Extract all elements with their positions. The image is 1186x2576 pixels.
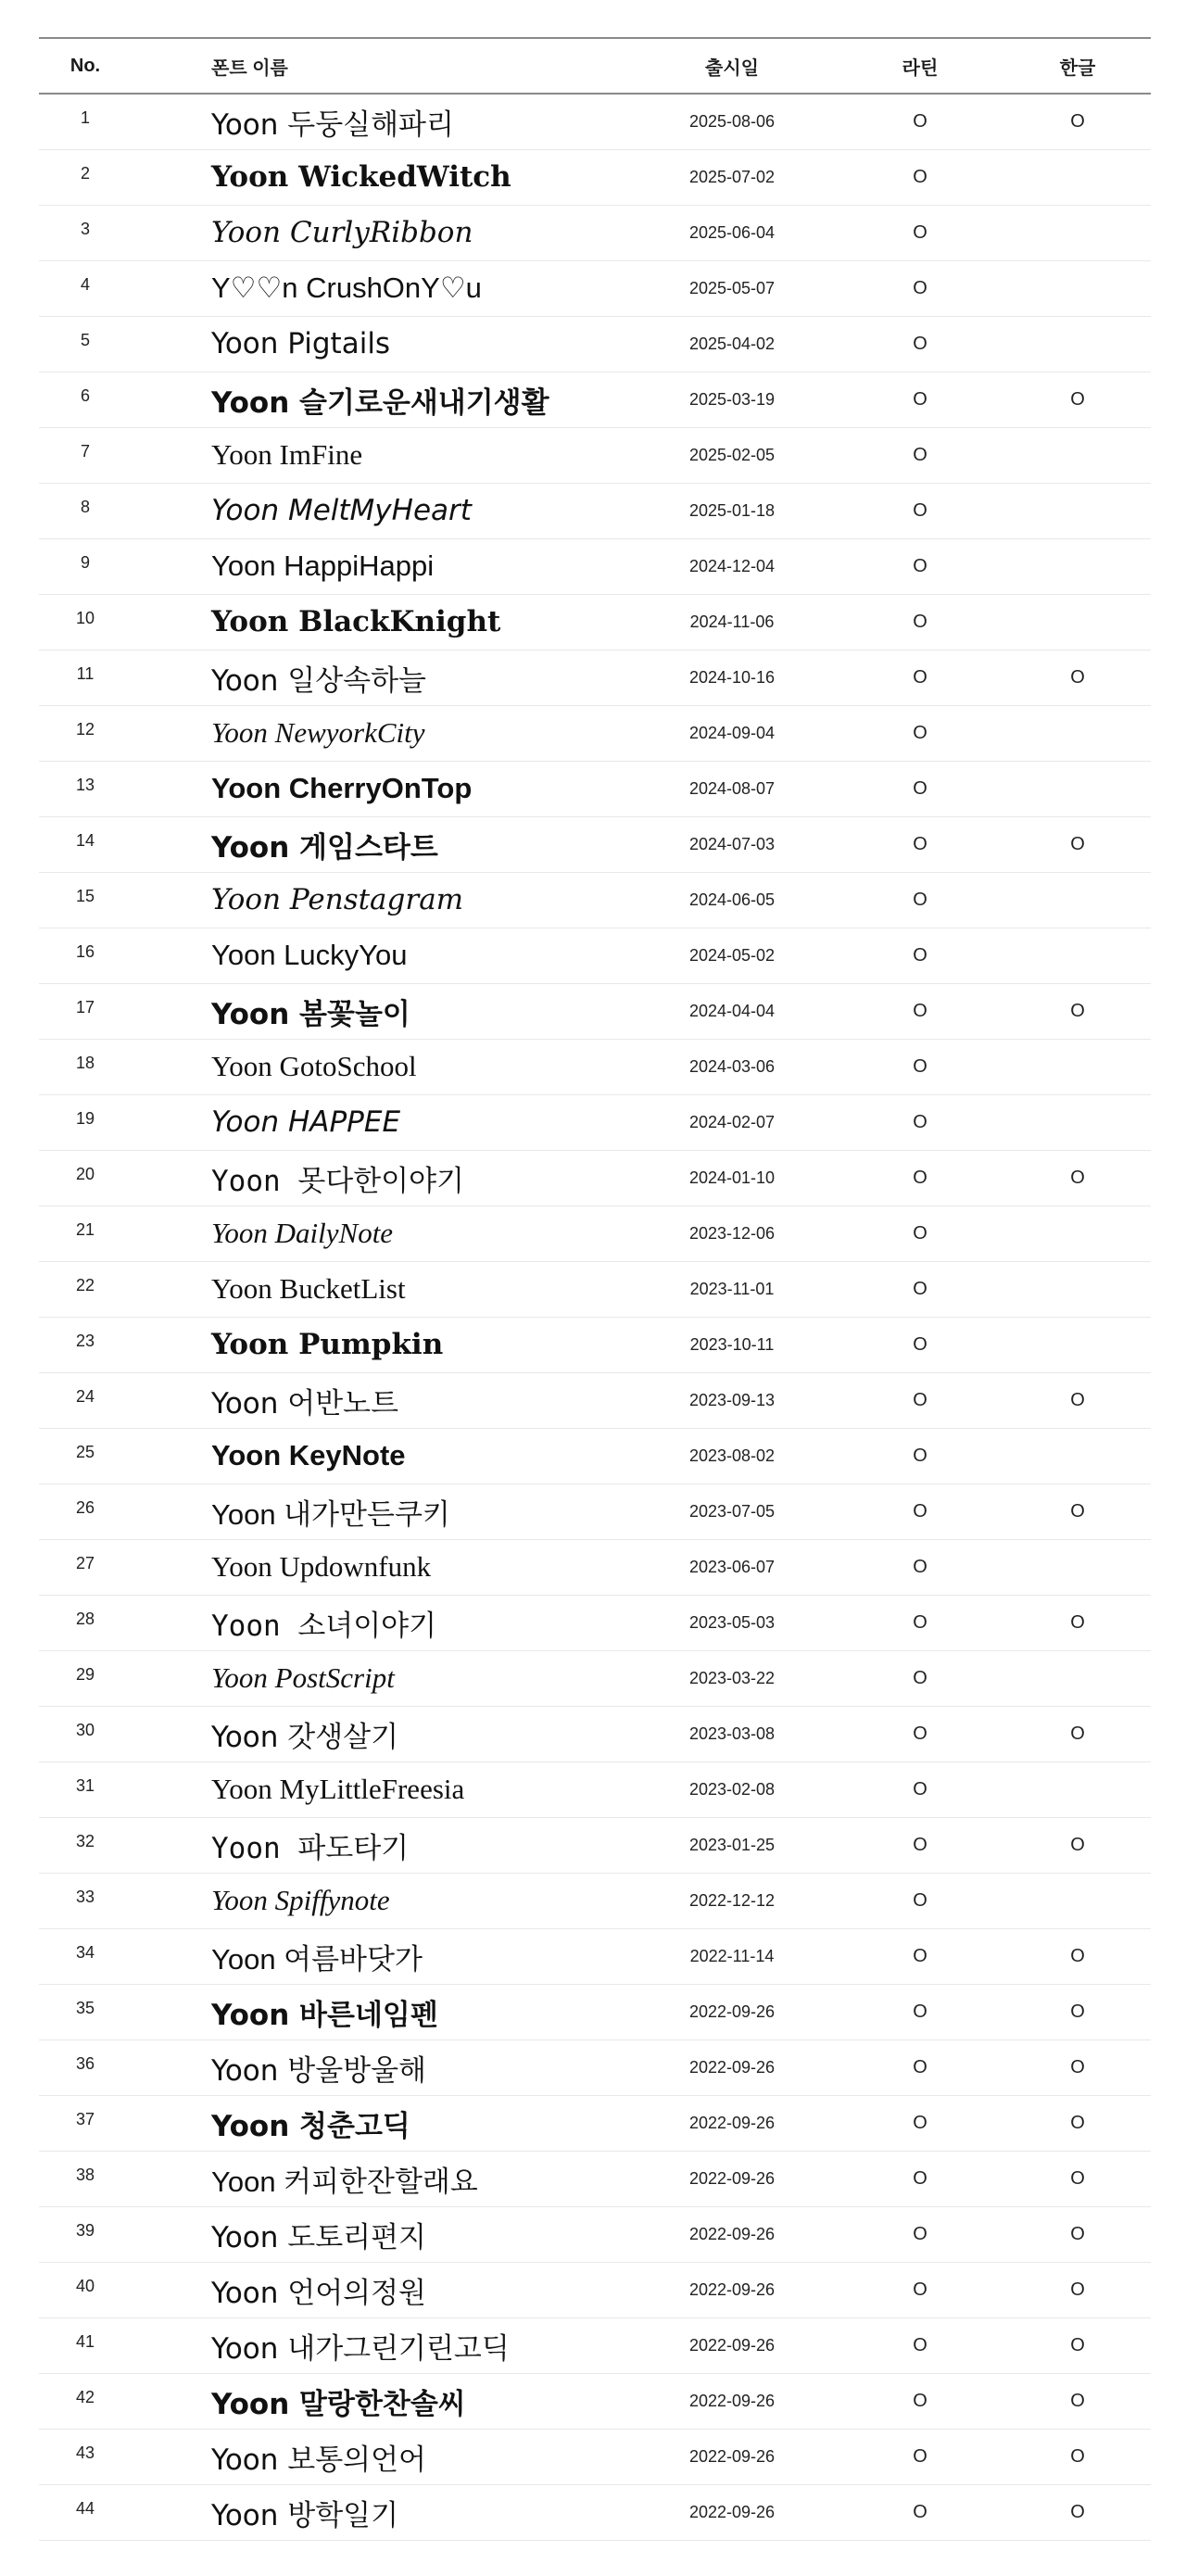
row-number: 16 (39, 928, 132, 983)
row-number: 21 (39, 1206, 132, 1261)
table-body (39, 94, 1151, 2540)
row-number: 29 (39, 1650, 132, 1706)
latin-support-mark: O (836, 316, 1004, 372)
korean-support-mark: O (1004, 2262, 1151, 2317)
latin-support-mark: O (836, 1984, 1004, 2039)
korean-support-mark (1004, 260, 1151, 316)
release-date: 2022-09-26 (628, 2429, 836, 2484)
row-number: 30 (39, 1706, 132, 1762)
table-row (39, 2039, 1151, 2095)
font-name: Yoon NewyorkCity (132, 705, 628, 761)
row-number: 10 (39, 594, 132, 650)
font-name: Yoon 파도타기 (132, 1817, 628, 1873)
font-name: Yoon 말랑한찬솔씨 (132, 2373, 628, 2429)
release-date: 2025-07-02 (628, 149, 836, 205)
column-header-font-name: 폰트 이름 (132, 38, 628, 94)
korean-support-mark: O (1004, 1817, 1151, 1873)
latin-support-mark: O (836, 2151, 1004, 2206)
latin-support-mark: O (836, 1928, 1004, 1984)
font-name: Yoon Spiffynote (132, 1873, 628, 1928)
table-row (39, 316, 1151, 372)
font-name: Yoon BlackKnight (132, 594, 628, 650)
korean-support-mark (1004, 538, 1151, 594)
korean-support-mark (1004, 594, 1151, 650)
row-number: 2 (39, 149, 132, 205)
korean-support-mark: O (1004, 372, 1151, 427)
font-name: Yoon HappiHappi (132, 538, 628, 594)
korean-support-mark: O (1004, 2373, 1151, 2429)
table-row (39, 872, 1151, 928)
release-date: 2024-12-04 (628, 538, 836, 594)
release-date: 2024-07-03 (628, 816, 836, 872)
row-number: 1 (39, 94, 132, 149)
font-name: Yoon CherryOnTop (132, 761, 628, 816)
release-date: 2023-01-25 (628, 1817, 836, 1873)
latin-support-mark: O (836, 705, 1004, 761)
release-date: 2023-10-11 (628, 1317, 836, 1372)
latin-support-mark: O (836, 260, 1004, 316)
font-name: Yoon 방학일기 (132, 2484, 628, 2540)
korean-support-mark (1004, 1539, 1151, 1595)
release-date: 2022-12-12 (628, 1873, 836, 1928)
korean-support-mark (1004, 483, 1151, 538)
font-name: Yoon LuckyYou (132, 928, 628, 983)
latin-support-mark: O (836, 427, 1004, 483)
table-row (39, 1372, 1151, 1428)
row-number: 22 (39, 1261, 132, 1317)
table-row (39, 538, 1151, 594)
row-number: 25 (39, 1428, 132, 1484)
korean-support-mark: O (1004, 983, 1151, 1039)
font-name: Yoon Pigtails (132, 316, 628, 372)
release-date: 2023-11-01 (628, 1261, 836, 1317)
release-date: 2022-09-26 (628, 2151, 836, 2206)
release-date: 2022-09-26 (628, 1984, 836, 2039)
table-row (39, 1595, 1151, 1650)
release-date: 2025-02-05 (628, 427, 836, 483)
table-row (39, 2095, 1151, 2151)
latin-support-mark: O (836, 1595, 1004, 1650)
korean-support-mark (1004, 1261, 1151, 1317)
font-name: Yoon 도토리편지 (132, 2206, 628, 2262)
font-name: Yoon 못다한이야기 (132, 1150, 628, 1206)
font-name: Yoon Pumpkin (132, 1317, 628, 1372)
latin-support-mark: O (836, 1484, 1004, 1539)
korean-support-mark (1004, 705, 1151, 761)
font-name: Yoon DailyNote (132, 1206, 628, 1261)
korean-support-mark (1004, 1317, 1151, 1372)
latin-support-mark: O (836, 1817, 1004, 1873)
table-row (39, 2206, 1151, 2262)
latin-support-mark: O (836, 372, 1004, 427)
table-row (39, 761, 1151, 816)
font-name: Yoon 바른네임펜 (132, 1984, 628, 2039)
latin-support-mark: O (836, 483, 1004, 538)
korean-support-mark (1004, 316, 1151, 372)
release-date: 2022-09-26 (628, 2262, 836, 2317)
korean-support-mark (1004, 1094, 1151, 1150)
latin-support-mark: O (836, 1372, 1004, 1428)
latin-support-mark: O (836, 2262, 1004, 2317)
font-name: Yoon Penstagram (132, 872, 628, 928)
latin-support-mark: O (836, 1428, 1004, 1484)
table-row (39, 1484, 1151, 1539)
korean-support-mark (1004, 928, 1151, 983)
font-name: Yoon PostScript (132, 1650, 628, 1706)
row-number: 40 (39, 2262, 132, 2317)
release-date: 2023-08-02 (628, 1428, 836, 1484)
latin-support-mark: O (836, 1706, 1004, 1762)
font-name: Yoon 일상속하늘 (132, 650, 628, 705)
row-number: 14 (39, 816, 132, 872)
font-table (39, 37, 1151, 2541)
korean-support-mark: O (1004, 1984, 1151, 2039)
table-row (39, 1539, 1151, 1595)
latin-support-mark: O (836, 594, 1004, 650)
korean-support-mark: O (1004, 650, 1151, 705)
row-number: 19 (39, 1094, 132, 1150)
font-name: Yoon BucketList (132, 1261, 628, 1317)
table-row (39, 2151, 1151, 2206)
row-number: 3 (39, 205, 132, 260)
table-row (39, 1928, 1151, 1984)
font-name: Yoon 두둥실해파리 (132, 94, 628, 149)
latin-support-mark: O (836, 1539, 1004, 1595)
table-row (39, 1039, 1151, 1094)
latin-support-mark: O (836, 816, 1004, 872)
row-number: 27 (39, 1539, 132, 1595)
font-name: Yoon MeltMyHeart (132, 483, 628, 538)
font-name: Yoon 게임스타트 (132, 816, 628, 872)
korean-support-mark: O (1004, 2484, 1151, 2540)
column-header-no: No. (39, 38, 132, 94)
font-name: Yoon KeyNote (132, 1428, 628, 1484)
table-row (39, 427, 1151, 483)
korean-support-mark (1004, 761, 1151, 816)
font-name: Yoon 내가그린기린고딕 (132, 2317, 628, 2373)
latin-support-mark: O (836, 872, 1004, 928)
korean-support-mark: O (1004, 1706, 1151, 1762)
release-date: 2024-08-07 (628, 761, 836, 816)
korean-support-mark: O (1004, 2095, 1151, 2151)
latin-support-mark: O (836, 2373, 1004, 2429)
font-name: Yoon 갓생살기 (132, 1706, 628, 1762)
release-date: 2024-05-02 (628, 928, 836, 983)
korean-support-mark: O (1004, 1372, 1151, 1428)
table-row (39, 372, 1151, 427)
row-number: 28 (39, 1595, 132, 1650)
latin-support-mark: O (836, 928, 1004, 983)
release-date: 2023-02-08 (628, 1762, 836, 1817)
latin-support-mark: O (836, 2429, 1004, 2484)
release-date: 2025-08-06 (628, 94, 836, 149)
row-number: 24 (39, 1372, 132, 1428)
row-number: 26 (39, 1484, 132, 1539)
table-row (39, 1317, 1151, 1372)
korean-support-mark: O (1004, 2151, 1151, 2206)
release-date: 2023-07-05 (628, 1484, 836, 1539)
row-number: 15 (39, 872, 132, 928)
korean-support-mark: O (1004, 2317, 1151, 2373)
korean-support-mark: O (1004, 1928, 1151, 1984)
table-row (39, 816, 1151, 872)
korean-support-mark: O (1004, 1484, 1151, 1539)
release-date: 2023-03-22 (628, 1650, 836, 1706)
korean-support-mark (1004, 1206, 1151, 1261)
korean-support-mark: O (1004, 1150, 1151, 1206)
table-row (39, 1428, 1151, 1484)
latin-support-mark: O (836, 983, 1004, 1039)
release-date: 2024-11-06 (628, 594, 836, 650)
release-date: 2022-11-14 (628, 1928, 836, 1984)
korean-support-mark (1004, 1762, 1151, 1817)
font-name: Yoon GotoSchool (132, 1039, 628, 1094)
korean-support-mark: O (1004, 2039, 1151, 2095)
latin-support-mark: O (836, 2206, 1004, 2262)
korean-support-mark: O (1004, 2206, 1151, 2262)
font-name: Yoon 소녀이야기 (132, 1595, 628, 1650)
row-number: 17 (39, 983, 132, 1039)
row-number: 42 (39, 2373, 132, 2429)
row-number: 35 (39, 1984, 132, 2039)
latin-support-mark: O (836, 94, 1004, 149)
release-date: 2023-09-13 (628, 1372, 836, 1428)
latin-support-mark: O (836, 2095, 1004, 2151)
release-date: 2025-05-07 (628, 260, 836, 316)
row-number: 33 (39, 1873, 132, 1928)
release-date: 2024-06-05 (628, 872, 836, 928)
korean-support-mark (1004, 872, 1151, 928)
table-row (39, 1706, 1151, 1762)
latin-support-mark: O (836, 2317, 1004, 2373)
row-number: 31 (39, 1762, 132, 1817)
row-number: 44 (39, 2484, 132, 2540)
latin-support-mark: O (836, 1762, 1004, 1817)
row-number: 43 (39, 2429, 132, 2484)
table-row (39, 1150, 1151, 1206)
table-row (39, 260, 1151, 316)
table-header (39, 38, 1151, 94)
table-row (39, 1817, 1151, 1873)
row-number: 39 (39, 2206, 132, 2262)
table-row (39, 650, 1151, 705)
latin-support-mark: O (836, 1317, 1004, 1372)
font-name: Yoon CurlyRibbon (132, 205, 628, 260)
release-date: 2024-02-07 (628, 1094, 836, 1150)
font-name: Yoon 커피한잔할래요 (132, 2151, 628, 2206)
font-name: Yoon 보통의언어 (132, 2429, 628, 2484)
row-number: 8 (39, 483, 132, 538)
row-number: 23 (39, 1317, 132, 1372)
table-row (39, 1984, 1151, 2039)
font-name: Y♡♡n CrushOnY♡u (132, 260, 628, 316)
release-date: 2023-03-08 (628, 1706, 836, 1762)
release-date: 2024-09-04 (628, 705, 836, 761)
row-number: 38 (39, 2151, 132, 2206)
release-date: 2025-01-18 (628, 483, 836, 538)
table-row (39, 1094, 1151, 1150)
korean-support-mark (1004, 1039, 1151, 1094)
table-row (39, 205, 1151, 260)
release-date: 2025-03-19 (628, 372, 836, 427)
table-row (39, 2317, 1151, 2373)
korean-support-mark: O (1004, 94, 1151, 149)
table-row (39, 1206, 1151, 1261)
korean-support-mark: O (1004, 1595, 1151, 1650)
release-date: 2023-12-06 (628, 1206, 836, 1261)
release-date: 2022-09-26 (628, 2039, 836, 2095)
table-row (39, 483, 1151, 538)
row-number: 18 (39, 1039, 132, 1094)
korean-support-mark (1004, 1873, 1151, 1928)
row-number: 36 (39, 2039, 132, 2095)
row-number: 9 (39, 538, 132, 594)
table-row (39, 1261, 1151, 1317)
font-name: Yoon 슬기로운새내기생활 (132, 372, 628, 427)
release-date: 2022-09-26 (628, 2206, 836, 2262)
font-name: Yoon 여름바닷가 (132, 1928, 628, 1984)
font-name: Yoon HAPPEE (132, 1094, 628, 1150)
latin-support-mark: O (836, 1039, 1004, 1094)
table-row (39, 928, 1151, 983)
table-row (39, 2262, 1151, 2317)
column-header-release-date: 출시일 (628, 38, 836, 94)
table-row (39, 1873, 1151, 1928)
latin-support-mark: O (836, 1094, 1004, 1150)
latin-support-mark: O (836, 1150, 1004, 1206)
release-date: 2022-09-26 (628, 2373, 836, 2429)
table-row (39, 2429, 1151, 2484)
release-date: 2022-09-26 (628, 2317, 836, 2373)
font-name: Yoon 청춘고딕 (132, 2095, 628, 2151)
column-header-latin: 라틴 (836, 38, 1004, 94)
font-name: Yoon 봄꽃놀이 (132, 983, 628, 1039)
font-name: Yoon 언어의정원 (132, 2262, 628, 2317)
font-name: Yoon ImFine (132, 427, 628, 483)
latin-support-mark: O (836, 538, 1004, 594)
latin-support-mark: O (836, 761, 1004, 816)
table-row (39, 983, 1151, 1039)
table-row (39, 594, 1151, 650)
font-name: Yoon WickedWitch (132, 149, 628, 205)
release-date: 2025-06-04 (628, 205, 836, 260)
latin-support-mark: O (836, 1206, 1004, 1261)
korean-support-mark: O (1004, 2429, 1151, 2484)
latin-support-mark: O (836, 149, 1004, 205)
row-number: 37 (39, 2095, 132, 2151)
latin-support-mark: O (836, 650, 1004, 705)
row-number: 4 (39, 260, 132, 316)
row-number: 34 (39, 1928, 132, 1984)
table-row (39, 705, 1151, 761)
release-date: 2024-04-04 (628, 983, 836, 1039)
release-date: 2023-05-03 (628, 1595, 836, 1650)
font-name: Yoon 방울방울해 (132, 2039, 628, 2095)
korean-support-mark (1004, 427, 1151, 483)
korean-support-mark (1004, 205, 1151, 260)
font-name: Yoon Updownfunk (132, 1539, 628, 1595)
release-date: 2024-10-16 (628, 650, 836, 705)
table-row (39, 94, 1151, 149)
korean-support-mark: O (1004, 816, 1151, 872)
font-name: Yoon 내가만든쿠키 (132, 1484, 628, 1539)
release-date: 2024-01-10 (628, 1150, 836, 1206)
korean-support-mark (1004, 149, 1151, 205)
font-name: Yoon MyLittleFreesia (132, 1762, 628, 1817)
row-number: 20 (39, 1150, 132, 1206)
release-date: 2024-03-06 (628, 1039, 836, 1094)
row-number: 5 (39, 316, 132, 372)
latin-support-mark: O (836, 1873, 1004, 1928)
row-number: 12 (39, 705, 132, 761)
row-number: 13 (39, 761, 132, 816)
table-row (39, 149, 1151, 205)
release-date: 2023-06-07 (628, 1539, 836, 1595)
korean-support-mark (1004, 1650, 1151, 1706)
table-row (39, 1650, 1151, 1706)
row-number: 41 (39, 2317, 132, 2373)
korean-support-mark (1004, 1428, 1151, 1484)
table-row (39, 2373, 1151, 2429)
header-row (39, 38, 1151, 94)
table-row (39, 1762, 1151, 1817)
column-header-korean: 한글 (1004, 38, 1151, 94)
latin-support-mark: O (836, 205, 1004, 260)
latin-support-mark: O (836, 2039, 1004, 2095)
release-date: 2022-09-26 (628, 2484, 836, 2540)
font-name: Yoon 어반노트 (132, 1372, 628, 1428)
latin-support-mark: O (836, 1261, 1004, 1317)
latin-support-mark: O (836, 2484, 1004, 2540)
table-row (39, 2484, 1151, 2540)
release-date: 2022-09-26 (628, 2095, 836, 2151)
release-date: 2025-04-02 (628, 316, 836, 372)
latin-support-mark: O (836, 1650, 1004, 1706)
row-number: 32 (39, 1817, 132, 1873)
row-number: 7 (39, 427, 132, 483)
row-number: 11 (39, 650, 132, 705)
row-number: 6 (39, 372, 132, 427)
